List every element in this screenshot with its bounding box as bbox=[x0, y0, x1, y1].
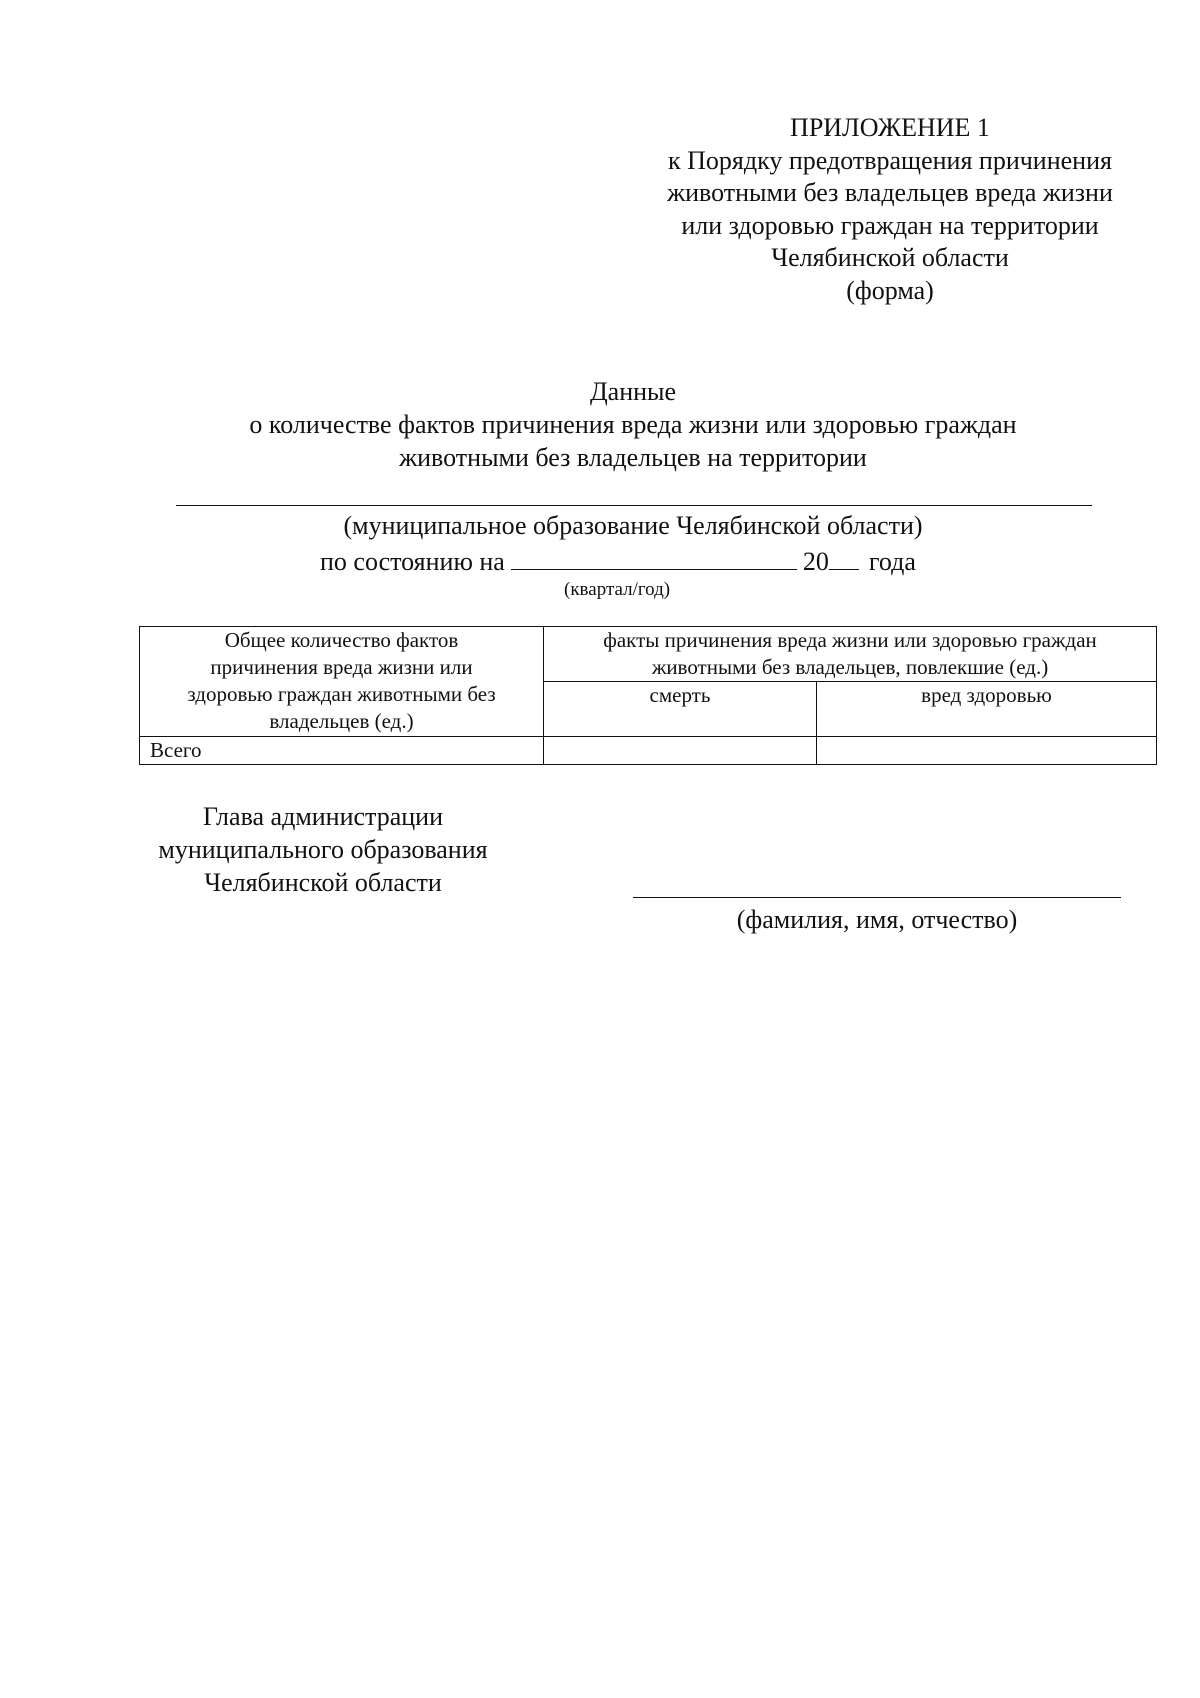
facts-table bbox=[139, 626, 1157, 765]
year-blank-line bbox=[829, 543, 859, 570]
as-of-prefix: по состоянию на bbox=[320, 547, 505, 576]
total-header-line-1: Общее количество фактов bbox=[224, 628, 459, 652]
table-header-row-1 bbox=[140, 627, 1157, 682]
death-value-cell[interactable] bbox=[544, 737, 817, 765]
fio-caption: (фамилия, имя, отчество) bbox=[736, 905, 1018, 934]
title-line-3: животными без владельцев на территории bbox=[399, 443, 867, 472]
signature-blank-line bbox=[633, 897, 1121, 898]
total-header-line-3: здоровью граждан животными без bbox=[187, 682, 496, 706]
appendix-reference-line-1: к Порядку предотвращения причинения bbox=[668, 145, 1112, 175]
as-of-suffix: года bbox=[868, 547, 916, 576]
total-header-line-2: причинения вреда жизни или bbox=[210, 655, 473, 679]
quarter-caption: (квартал/год) bbox=[564, 579, 671, 600]
appendix-reference-line-2: животными без владельцев вреда жизни bbox=[667, 178, 1113, 207]
title-line-1: Данные bbox=[589, 377, 677, 406]
signatory-line-3: Челябинской области bbox=[204, 868, 442, 897]
appendix-header bbox=[620, 112, 1160, 307]
signatory-position bbox=[139, 800, 507, 899]
facts-header-line-2: животными без владельцев, повлекшие (ед.) bbox=[651, 655, 1049, 679]
signatory-line-2: муниципального образования bbox=[158, 835, 488, 864]
document-title bbox=[100, 375, 1166, 474]
as-of-row bbox=[320, 543, 916, 577]
total-facts-header bbox=[140, 627, 544, 737]
year-prefix: 20 bbox=[802, 547, 829, 576]
appendix-form-label: (форма) bbox=[846, 275, 934, 305]
total-row-label: Всего bbox=[140, 737, 544, 765]
signatory-line-1: Глава администрации bbox=[202, 802, 444, 831]
title-line-2: о количестве фактов причинения вреда жизни или здоровью граждан bbox=[249, 410, 1017, 439]
appendix-number: ПРИЛОЖЕНИЕ 1 bbox=[790, 113, 990, 142]
death-header: смерть bbox=[544, 682, 817, 737]
facts-outcome-header bbox=[544, 627, 1157, 682]
quarter-blank-line bbox=[511, 543, 797, 570]
facts-header-line-1: факты причинения вреда жизни или здоровью граждан bbox=[603, 628, 1097, 652]
municipality-caption: (муниципальное образование Челябинской области) bbox=[343, 511, 923, 540]
appendix-reference-line-3: или здоровью граждан на территории bbox=[681, 210, 1099, 240]
health-value-cell[interactable] bbox=[817, 737, 1157, 765]
municipality-blank-line bbox=[176, 505, 1092, 506]
table-row bbox=[140, 737, 1157, 765]
appendix-reference-line-4: Челябинской области bbox=[771, 243, 1009, 272]
total-header-line-4: владельцев (ед.) bbox=[269, 709, 414, 733]
health-harm-header: вред здоровью bbox=[817, 682, 1157, 737]
